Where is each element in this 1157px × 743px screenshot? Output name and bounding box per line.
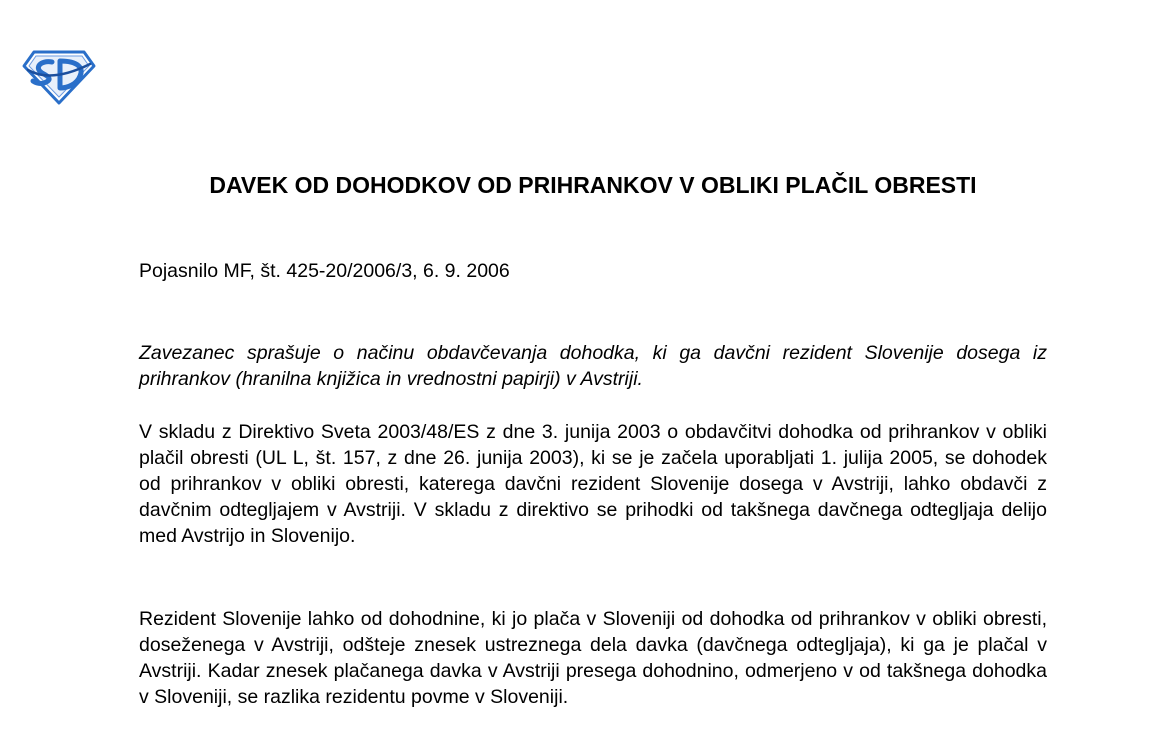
body-paragraph-1: V skladu z Direktivo Sveta 2003/48/ES z dne 3. junija 2003 o obdavčitvi dohodka od prihrankov v obliki plačil obresti (UL L, št. 157, z dne 26. junija 2003), ki se je začela uporabljati 1. julija 2005, se dohodek od prihrankov v obliki obresti, katerega davčni rezident Slovenije dosega v Avstriji, lahko obdavči z davčnim odtegljajem v Avstriji. V skladu z direktivo se prihodki od takšnega davčnega odtegljaja delijo med Avstrijo in Slovenijo. — [139, 421, 1047, 547]
question-paragraph: Zavezanec sprašuje o načinu obdavčevanja dohodka, ki ga davčni rezident Slovenije dosega iz prihrankov (hranilna knjižica in vrednostni papirji) v Avstriji. — [139, 342, 1047, 390]
body-paragraph-2: Rezident Slovenije lahko od dohodnine, ki jo plača v Sloveniji od dohodka od prihrankov v obliki obresti, doseženega v Avstriji, odšteje znesek ustreznega dela davka (davčnega odtegljaja), ki ga je plačal v Avstriji. Kadar znesek plačanega davka v Avstriji presega dohodnino, odmerjeno v od takšnega dohodka v Sloveniji, se razlika rezidentu povme v Sloveniji. — [139, 608, 1047, 708]
sd-shield-logo-icon — [22, 48, 96, 106]
document-title: DAVEK OD DOHODKOV OD PRIHRANKOV V OBLIKI PLAČIL OBRESTI — [209, 172, 977, 198]
document-reference: Pojasnilo MF, št. 425-20/2006/3, 6. 9. 2006 — [139, 260, 510, 282]
